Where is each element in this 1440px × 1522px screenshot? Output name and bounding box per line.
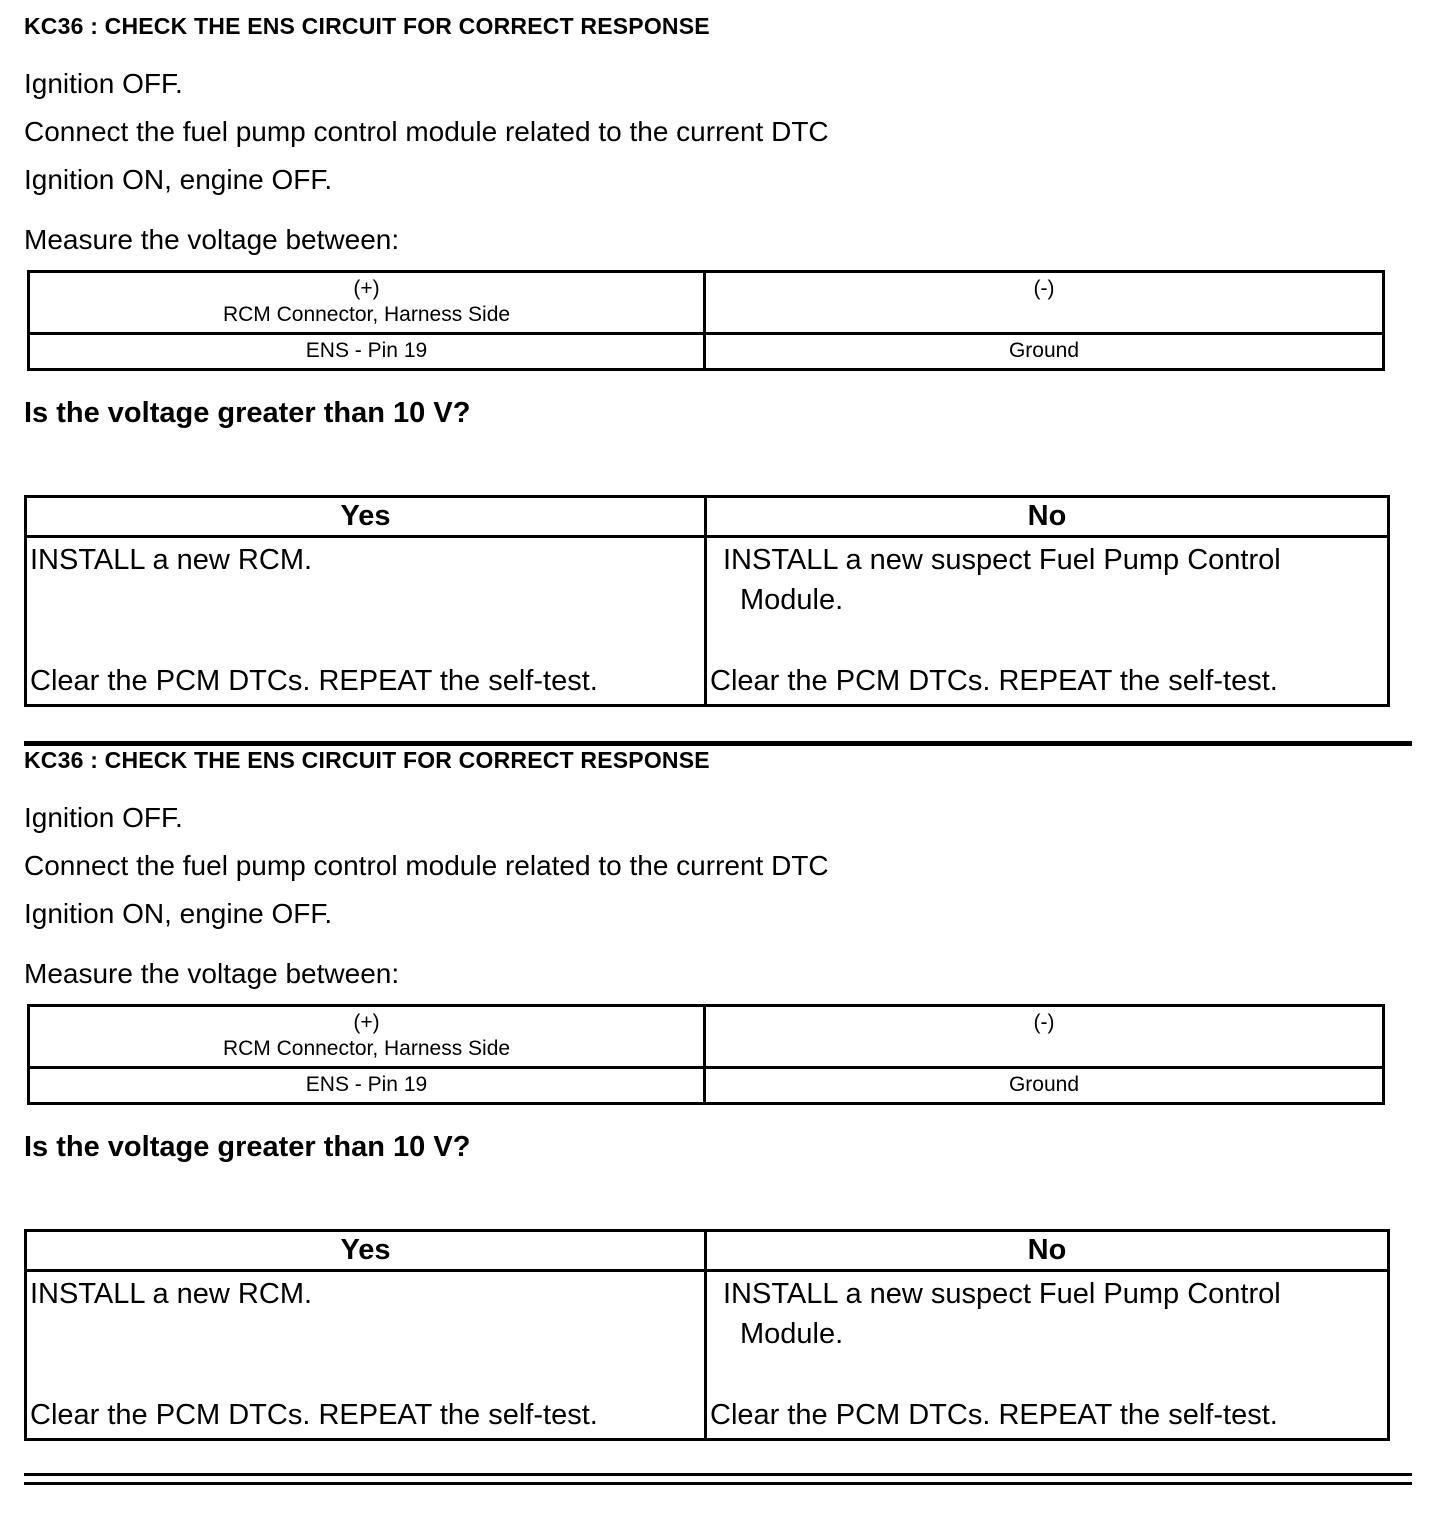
step-connect-module: Connect the fuel pump control module related to the current DTC (24, 116, 829, 147)
negative-sign: (-) (1033, 277, 1055, 300)
no-header: No (707, 498, 1387, 538)
measure-label: Measure the voltage between: (24, 958, 400, 989)
positive-pin-cell: ENS - Pin 19 (30, 1069, 706, 1102)
yes-action: INSTALL a new RCM. (30, 544, 313, 576)
procedure-section-1 (24, 12, 1414, 707)
ground-cell: Ground (1008, 339, 1080, 362)
positive-description: RCM Connector, Harness Side (222, 303, 511, 326)
yes-cell (27, 1272, 707, 1438)
yes-action: INSTALL a new RCM. (30, 1278, 313, 1310)
section-title: KC36 : CHECK THE ENS CIRCUIT FOR CORRECT RESPONSE (24, 13, 710, 39)
bottom-double-rule (24, 1473, 1412, 1485)
step-ignition-off: Ignition OFF. (24, 68, 183, 99)
no-footer: Clear the PCM DTCs. REPEAT the self-test. (710, 1399, 1278, 1431)
positive-header-cell (30, 273, 706, 335)
measure-label: Measure the voltage between: (24, 224, 400, 255)
step-connect-module: Connect the fuel pump control module related to the current DTC (24, 850, 829, 881)
yes-header: Yes (27, 1232, 707, 1272)
no-cell (707, 1272, 1387, 1438)
section-title: KC36 : CHECK THE ENS CIRCUIT FOR CORRECT RESPONSE (24, 747, 710, 773)
no-cell (707, 538, 1387, 704)
yes-cell (27, 538, 707, 704)
voltage-question: Is the voltage greater than 10 V? (24, 397, 471, 429)
step-ignition-on: Ignition ON, engine OFF. (24, 164, 333, 195)
no-action: INSTALL a new suspect Fuel Pump Control Module. (723, 544, 1281, 616)
positive-sign: (+) (353, 1011, 380, 1034)
voltage-question: Is the voltage greater than 10 V? (24, 1131, 471, 1163)
step-ignition-on: Ignition ON, engine OFF. (24, 898, 333, 929)
positive-pin-cell: ENS - Pin 19 (30, 335, 706, 368)
negative-sign: (-) (1033, 1011, 1055, 1034)
decision-table (24, 495, 1390, 707)
procedure-section-2 (24, 746, 1414, 1441)
no-header: No (707, 1232, 1387, 1272)
decision-table (24, 1229, 1390, 1441)
positive-sign: (+) (353, 277, 380, 300)
voltage-table (27, 1004, 1385, 1105)
voltage-table (27, 270, 1385, 371)
positive-header-cell (30, 1007, 706, 1069)
negative-header-cell (706, 273, 1382, 335)
yes-footer: Clear the PCM DTCs. REPEAT the self-test. (30, 1399, 598, 1431)
yes-header: Yes (27, 498, 707, 538)
positive-description: RCM Connector, Harness Side (222, 1037, 511, 1060)
negative-header-cell (706, 1007, 1382, 1069)
yes-footer: Clear the PCM DTCs. REPEAT the self-test. (30, 665, 598, 697)
no-footer: Clear the PCM DTCs. REPEAT the self-test. (710, 665, 1278, 697)
no-action: INSTALL a new suspect Fuel Pump Control Module. (723, 1278, 1281, 1350)
step-ignition-off: Ignition OFF. (24, 802, 183, 833)
ground-cell: Ground (1008, 1073, 1080, 1096)
